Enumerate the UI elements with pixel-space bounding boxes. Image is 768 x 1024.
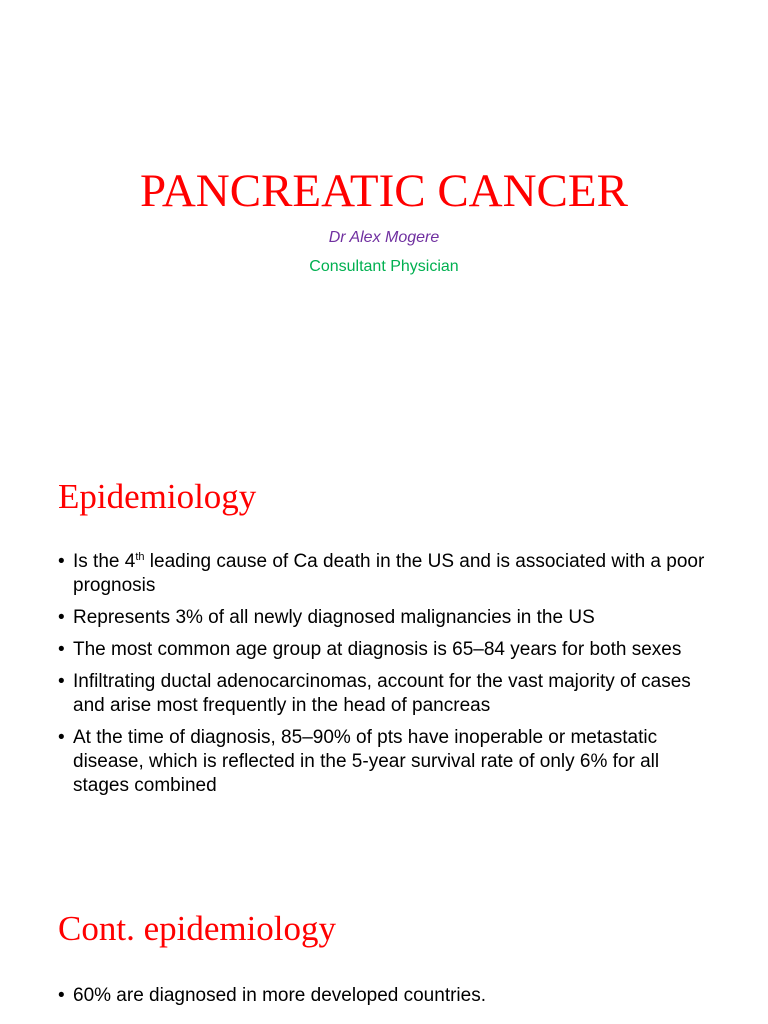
epidemiology-slide	[0, 432, 768, 864]
title-slide	[0, 0, 768, 432]
bullet-list	[58, 550, 718, 806]
cont-epidemiology-slide	[0, 864, 768, 1024]
bullet-text: Represents 3% of all newly diagnosed malignancies in the US	[73, 607, 595, 628]
bullet-text: At the time of diagnosis, 85–90% of pts have inoperable or metastatic disease, which is reflected in the 5-year survival rate of only 6% for all stages combined	[73, 727, 660, 796]
superscript: th	[135, 551, 145, 563]
slide-heading: Cont. epidemiology	[58, 909, 337, 948]
bullet-icon: •	[58, 985, 65, 1006]
bullet-item	[58, 638, 718, 662]
slide-heading: Epidemiology	[58, 477, 257, 516]
bullet-icon: •	[58, 639, 65, 660]
author-role: Consultant Physician	[309, 258, 459, 275]
bullet-list	[58, 984, 718, 1016]
presentation-title: PANCREATIC CANCER	[140, 165, 628, 217]
bullet-text: The most common age group at diagnosis is 65–84 years for both sexes	[73, 639, 682, 660]
bullet-item	[58, 984, 718, 1008]
bullet-text: 60% are diagnosed in more developed countries.	[73, 985, 486, 1006]
bullet-item	[58, 670, 718, 718]
bullet-icon: •	[58, 727, 65, 748]
bullet-item	[58, 726, 718, 798]
bullet-icon: •	[58, 671, 65, 692]
bullet-text: Is the 4th leading cause of Ca death in the US and is associated with a poor prognosis	[73, 551, 705, 596]
bullet-text: Infiltrating ductal adenocarcinomas, account for the vast majority of cases and arise most frequently in the head of pancreas	[73, 671, 691, 716]
bullet-icon: •	[58, 607, 65, 628]
bullet-item	[58, 606, 718, 630]
author-name: Dr Alex Mogere	[328, 229, 440, 246]
bullet-item	[58, 550, 718, 598]
bullet-icon: •	[58, 551, 65, 572]
